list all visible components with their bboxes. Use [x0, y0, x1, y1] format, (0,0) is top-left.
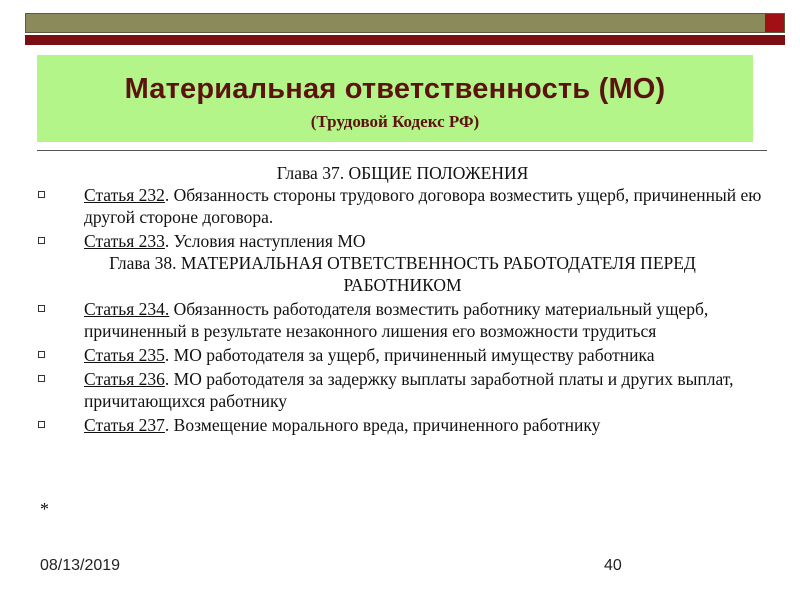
title-box	[37, 55, 753, 142]
square-bullet-icon	[38, 351, 45, 358]
article-link[interactable]: Статья 237	[84, 415, 165, 435]
article-link[interactable]: Статья 234.	[84, 299, 170, 319]
list-item	[30, 344, 775, 366]
asterisk-mark: *	[40, 499, 49, 519]
square-bullet-icon	[38, 305, 45, 312]
square-bullet-icon	[38, 191, 45, 198]
list-item	[30, 414, 775, 436]
article-link[interactable]: Статья 235	[84, 345, 165, 365]
article-text: Обязанность работодателя возместить работнику материальный ущерб, причиненный в результате незаконного лишения его возможности трудиться	[84, 299, 709, 341]
article-link[interactable]: Статья 232	[84, 185, 165, 205]
article-text: . Условия наступления МО	[164, 231, 366, 251]
divider-line	[37, 150, 767, 151]
list-item	[30, 368, 775, 412]
slide-subtitle: (Трудовой Кодекс РФ)	[310, 112, 480, 131]
square-bullet-icon	[38, 237, 45, 244]
slide-content	[30, 162, 775, 436]
chapter-heading: Глава 37. ОБЩИЕ ПОЛОЖЕНИЯ	[276, 163, 529, 183]
article-link[interactable]: Статья 233	[84, 231, 165, 251]
list-item	[30, 184, 775, 228]
decorative-red-bar	[25, 35, 785, 45]
chapter-heading: Глава 38. МАТЕРИАЛЬНАЯ ОТВЕТСТВЕННОСТЬ РАБОТОДАТЕЛЯ ПЕРЕД РАБОТНИКОМ	[109, 253, 696, 295]
list-item	[30, 230, 775, 252]
article-text: . МО работодателя за ущерб, причиненный имуществу работника	[164, 345, 655, 365]
decorative-top-bar	[25, 13, 785, 33]
footer-date: 08/13/2019	[40, 557, 121, 574]
article-text: . Обязанность стороны трудового договора возместить ущерб, причиненный ею другой стороне договора.	[84, 185, 762, 227]
article-text: . Возмещение морального вреда, причиненного работнику	[164, 415, 601, 435]
article-text: . МО работодателя за задержку выплаты заработной платы и других выплат, причитающихся работнику	[84, 369, 734, 411]
list-item	[30, 298, 775, 342]
slide-title: Материальная ответственность (МО)	[124, 73, 666, 105]
square-bullet-icon	[38, 421, 45, 428]
page-number: 40	[604, 557, 622, 574]
article-link[interactable]: Статья 236	[84, 369, 165, 389]
decorative-red-square	[765, 14, 784, 32]
square-bullet-icon	[38, 375, 45, 382]
